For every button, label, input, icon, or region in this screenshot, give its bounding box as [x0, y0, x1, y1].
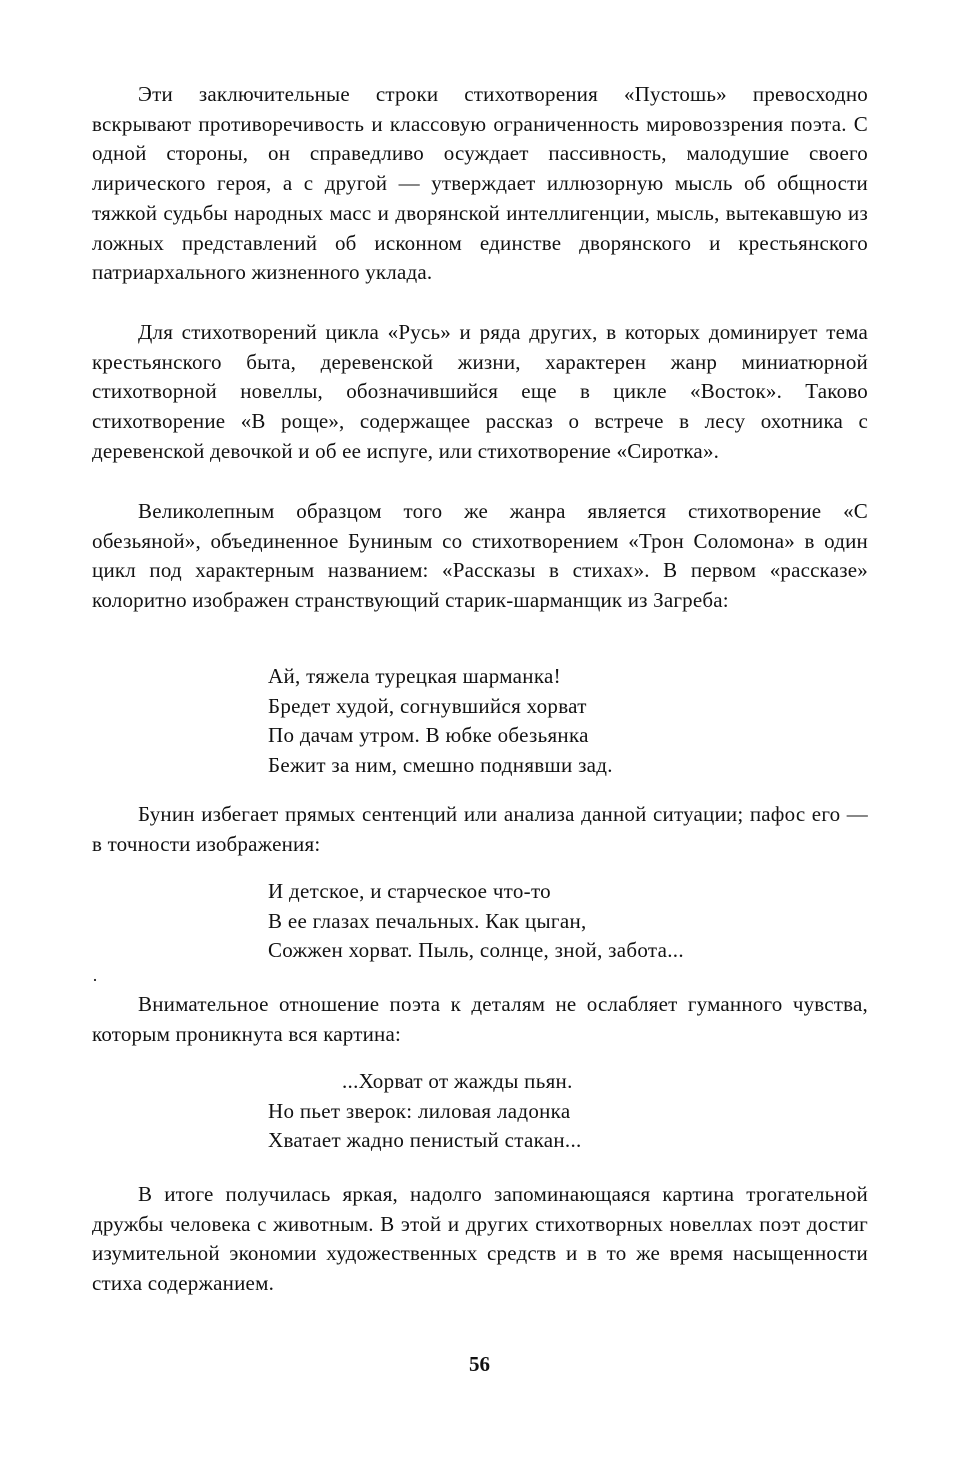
verse-2	[268, 877, 684, 966]
verse-line: Бежит за ним, смешно поднявши зад.	[268, 753, 613, 778]
verse-line: Сожжен хорват. Пыль, солнце, зной, забота...	[268, 938, 684, 963]
verse-3	[268, 1067, 582, 1156]
verse-line: И детское, и старческое что-то	[268, 879, 551, 903]
paragraph-5: Внимательное отношение поэта к деталям не ослабляет гуманного чувства, которым проникнута вся картина:	[92, 992, 868, 1046]
verse-line: Хватает жадно пенистый стакан...	[268, 1128, 582, 1153]
paragraph-3: Великолепным образцом того же жанра является стихотворение «С обезьяной», объединенное Буниным со стихотворением «Трон Соломона» в один цикл под характерным названием: «Рассказы в стихах». В первом «рассказе» колоритно изображен странствующий старик-шарманщик из Загреба:	[92, 499, 868, 613]
verse-line: По дачам утром. В юбке обезьянка	[268, 723, 589, 748]
verse-line: Бредет худой, согнувшийся хорват	[268, 693, 587, 718]
verse-line: ...Хорват от жажды пьян.	[342, 1069, 573, 1093]
paragraph-2: Для стихотворений цикла «Русь» и ряда других, в которых доминирует тема крестьянского быта, деревенской жизни, характерен жанр миниатюрной стихотворной новеллы, обозначившийся еще в цикле «Восток». Таково стихотворение «В роще», содержащее рассказ о встрече в лесу охотника с деревенской девочкой и об ее испуге, или стихотворение «Сиротка».	[92, 320, 868, 463]
verse-1	[268, 662, 613, 781]
page-number: 56	[469, 1352, 490, 1376]
paragraph-4: Бунин избегает прямых сентенций или анализа данной ситуации; пафос его — в точности изображения:	[92, 802, 868, 856]
print-speck: ·	[92, 970, 98, 990]
verse-line: В ее глазах печальных. Как цыган,	[268, 908, 587, 933]
verse-line: Ай, тяжела турецкая шарманка!	[268, 664, 561, 688]
paragraph-1: Эти заключительные строки стихотворения «Пустошь» превосходно вскрывают противоречивость и классовую ограниченность мировоззрения поэта. С одной стороны, он справедливо осуждает пассивность, малодушие своего лирического героя, а с другой — утверждает иллюзорную мысль об общности тяжкой судьбы народных масс и дворянской интеллигенции, мысль, вытекавшую из ложных представлений об исконном единстве дворянского и крестьянского патриархального жизненного уклада.	[92, 82, 868, 285]
verse-line: Но пьет зверок: лиловая ладонка	[268, 1098, 571, 1123]
paragraph-6: В итоге получилась яркая, надолго запоминающаяся картина трогательной дружбы человека с животным. В этой и других стихотворных новеллах поэт достиг изумительной экономии художественных средств и в то же время насыщенности стиха содержанием.	[92, 1182, 868, 1296]
